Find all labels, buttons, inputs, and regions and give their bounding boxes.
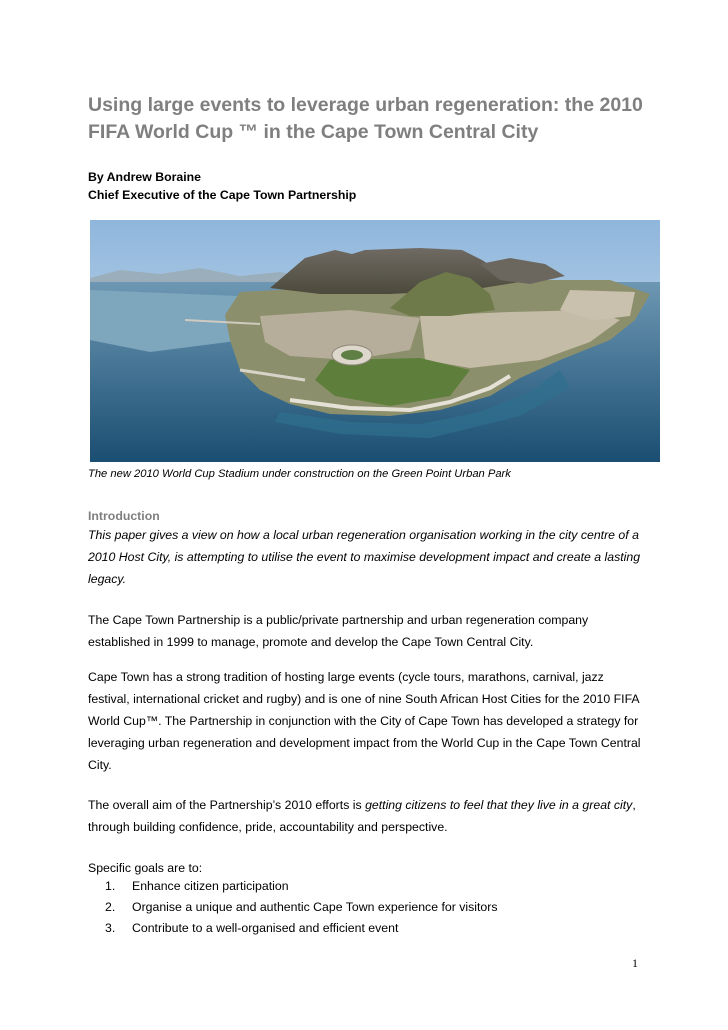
list-item-number: 3. (105, 921, 116, 935)
aim-text-start: The overall aim of the Partnership’s 2010 efforts is (88, 798, 366, 812)
aim-text-end: , through building confidence, pride, accountability and perspective. (88, 798, 636, 834)
list-item (88, 918, 648, 939)
author-role: Chief Executive of the Cape Town Partnership (88, 188, 357, 202)
list-item (88, 876, 648, 897)
paragraph-overall-aim (88, 794, 648, 838)
document-title: Using large events to leverage urban regeneration: the 2010 FIFA World Cup ™ in the Cape Town Central City (88, 94, 643, 143)
list-item-text: Organise a unique and authentic Cape Town experience for visitors (132, 900, 498, 914)
byline (88, 168, 648, 204)
paragraph-events: Cape Town has a strong tradition of hosting large events (cycle tours, marathons, carnival, jazz festival, international cricket and rugby) and is one of nine South African Host Cities for the 2010 FIFA World Cup™. The Partnership in conjunction with the City of Cape Town has developed a strategy for leveraging urban regeneration and development impact from the World Cup in the Cape Town Central City. (88, 670, 641, 772)
introduction-heading: Introduction (88, 509, 160, 523)
list-item (88, 897, 648, 918)
goals-lead: Specific goals are to: (88, 861, 203, 875)
goals-list (88, 876, 648, 939)
introduction-text: This paper gives a view on how a local urban regeneration organisation working in the city centre of a 2010 Host City, is attempting to utilise the event to maximise development impact and create a lasting legacy. (88, 528, 641, 586)
author-name: By Andrew Boraine (88, 170, 201, 184)
aim-text-emphasis: getting citizens to feel that they live in a great city (365, 798, 633, 812)
list-item-text: Contribute to a well-organised and efficient event (132, 921, 399, 935)
paragraph-partnership: The Cape Town Partnership is a public/private partnership and urban regeneration company established in 1999 to manage, promote and develop the Cape Town Central City. (88, 613, 589, 649)
list-item-number: 2. (105, 900, 116, 914)
page-number: 1 (632, 956, 638, 970)
aerial-photo-cape-town (90, 220, 660, 462)
photo-caption: The new 2010 World Cup Stadium under construction on the Green Point Urban Park (88, 468, 511, 480)
list-item-text: Enhance citizen participation (132, 879, 289, 893)
list-item-number: 1. (105, 879, 116, 893)
aerial-photo-illustration (90, 220, 660, 462)
